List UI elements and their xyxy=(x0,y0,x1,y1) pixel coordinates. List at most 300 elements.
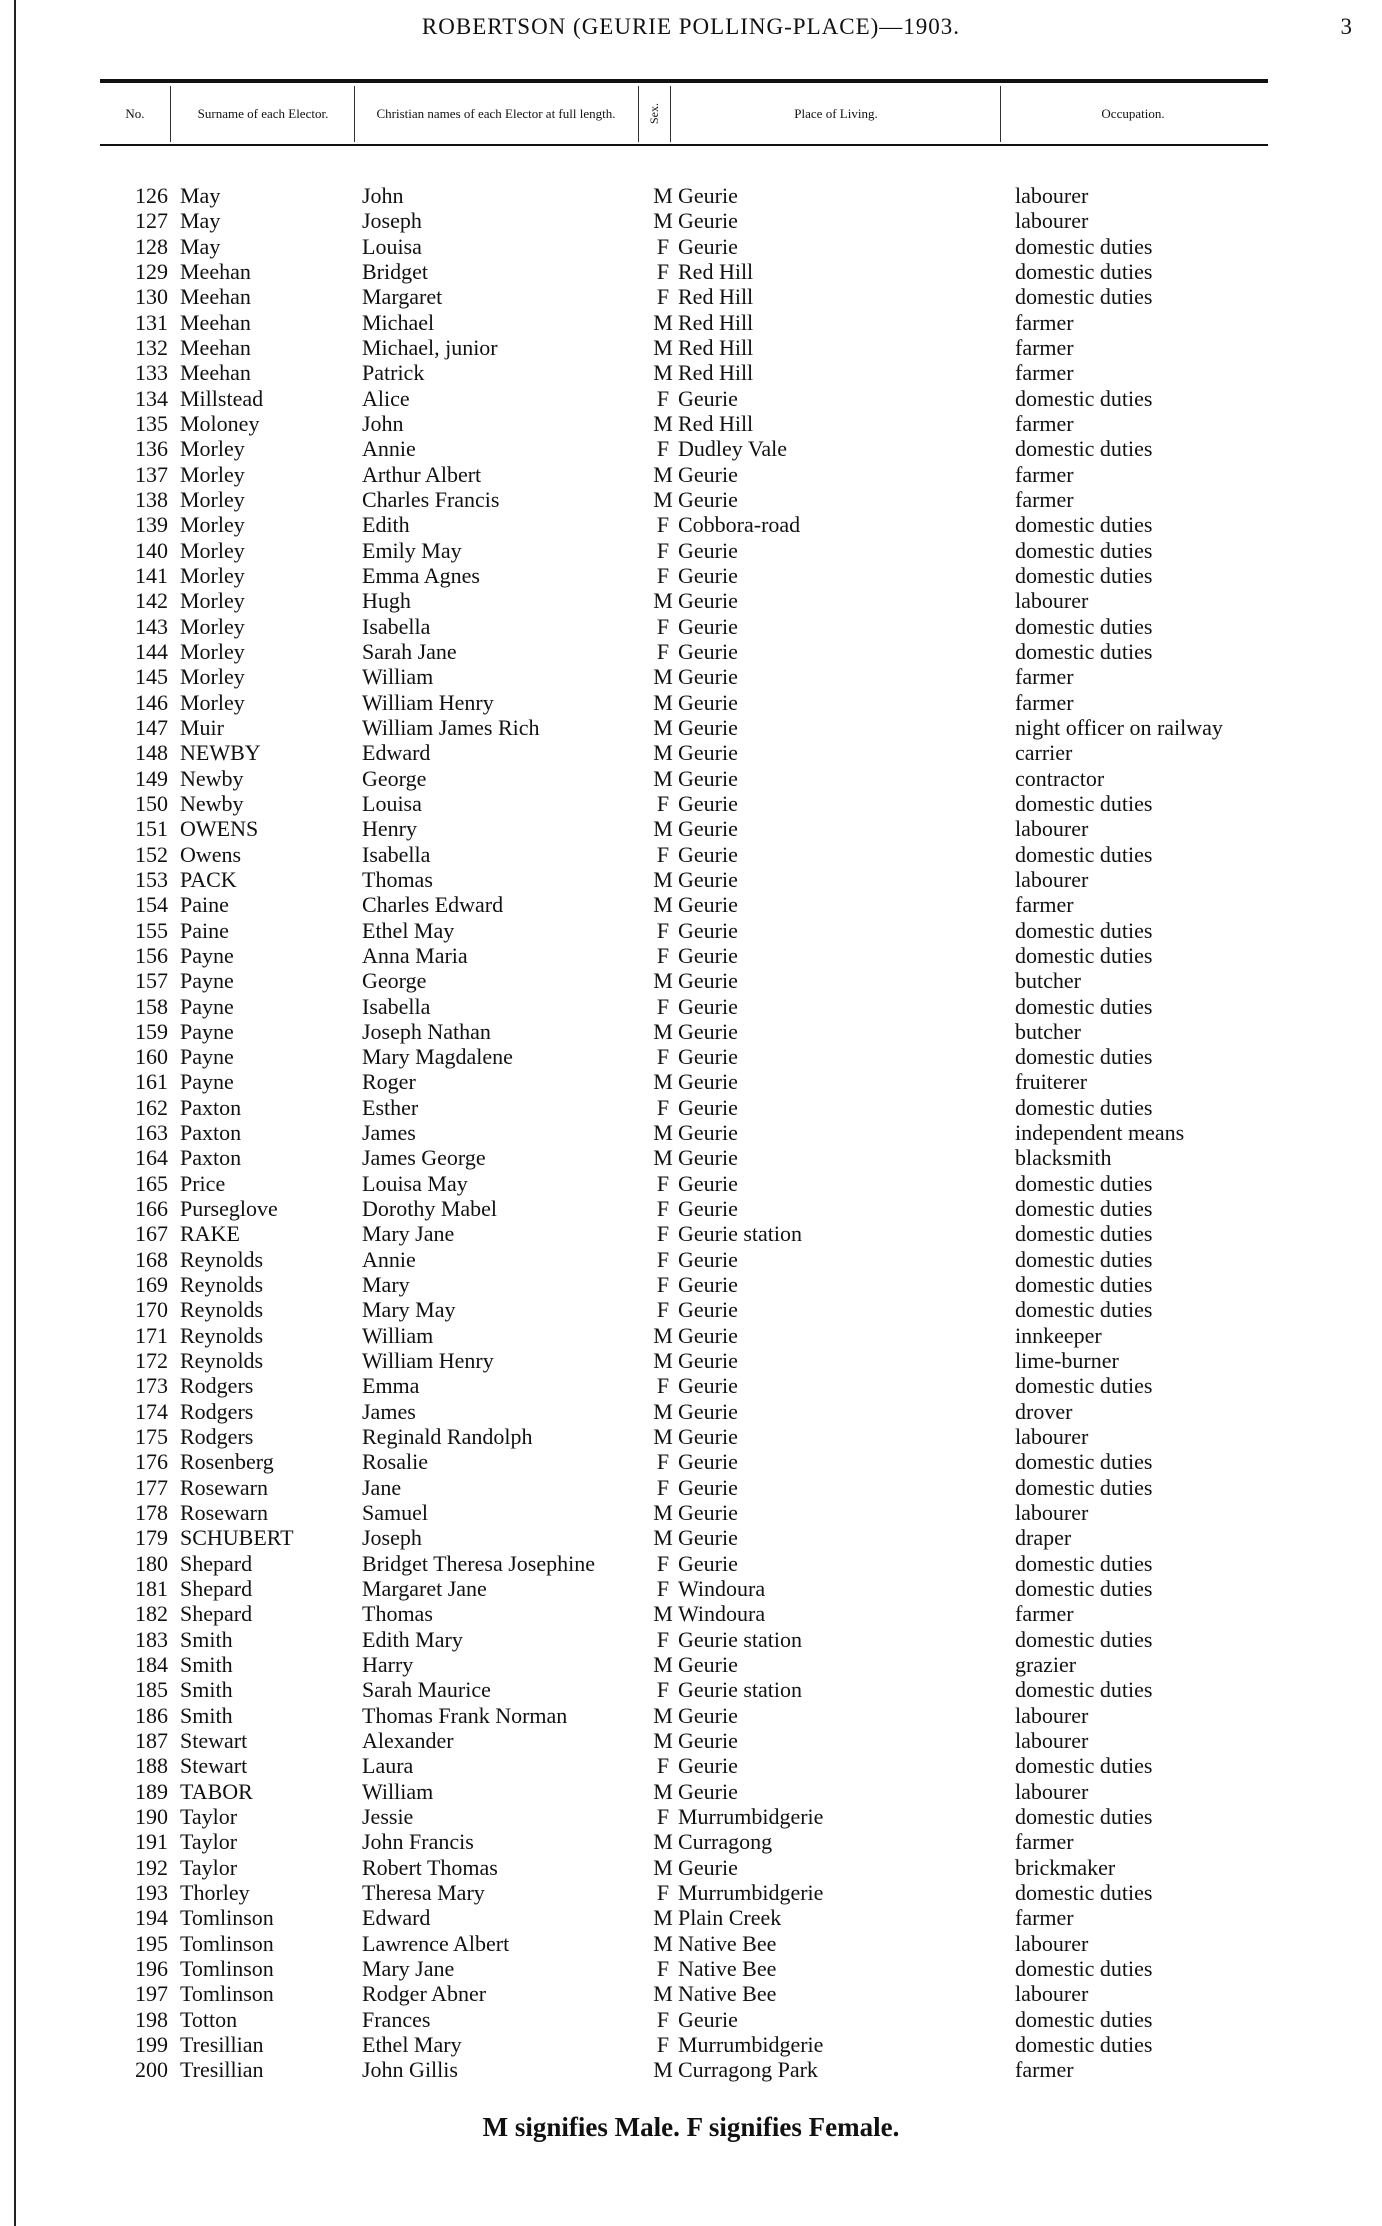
elector-place: Murrumbidgerie xyxy=(678,1879,824,1905)
elector-number: 167 xyxy=(135,1221,168,1247)
elector-sex: M xyxy=(653,740,673,766)
elector-number: 137 xyxy=(135,461,168,487)
elector-occupation: innkeeper xyxy=(1015,1322,1102,1348)
elector-surname: May xyxy=(180,183,221,208)
elector-sex: M xyxy=(653,765,673,791)
elector-christian-names: Alexander xyxy=(362,1728,454,1754)
elector-place: Geurie xyxy=(678,841,738,867)
elector-occupation: labourer xyxy=(1015,1930,1089,1956)
elector-occupation: domestic duties xyxy=(1015,1677,1153,1703)
elector-place: Geurie xyxy=(678,1550,738,1576)
elector-christian-names: Roger xyxy=(362,1069,416,1095)
elector-sex: M xyxy=(653,1145,673,1171)
elector-sex: F xyxy=(656,1044,670,1070)
elector-christian-names: Isabella xyxy=(362,841,431,867)
elector-place: Dudley Vale xyxy=(678,436,787,462)
table-row xyxy=(0,1399,1382,1424)
elector-christian-names: Emma Agnes xyxy=(362,562,480,588)
elector-number: 166 xyxy=(135,1196,168,1222)
elector-christian-names: Reginald Randolph xyxy=(362,1424,533,1450)
elector-surname: Morley xyxy=(180,486,245,512)
elector-surname: Rodgers xyxy=(180,1373,254,1399)
table-row xyxy=(0,1323,1382,1348)
elector-surname: Reynolds xyxy=(180,1322,264,1348)
elector-place: Geurie xyxy=(678,968,738,994)
elector-surname: RAKE xyxy=(180,1221,240,1247)
elector-occupation: labourer xyxy=(1015,183,1089,208)
elector-number: 153 xyxy=(135,866,168,892)
elector-sex: M xyxy=(653,816,673,842)
elector-place: Curragong Park xyxy=(678,2057,818,2083)
elector-surname: Owens xyxy=(180,841,242,867)
table-row xyxy=(0,2007,1382,2032)
elector-occupation: domestic duties xyxy=(1015,1297,1153,1323)
elector-sex: M xyxy=(653,1424,673,1450)
elector-occupation: domestic duties xyxy=(1015,233,1153,259)
elector-sex: F xyxy=(656,1677,670,1703)
elector-number: 151 xyxy=(135,816,168,842)
elector-number: 163 xyxy=(135,1120,168,1146)
table-row xyxy=(0,1044,1382,1069)
elector-surname: Shepard xyxy=(180,1601,253,1627)
table-row xyxy=(0,284,1382,309)
elector-place: Red Hill xyxy=(678,284,754,310)
table-row xyxy=(0,1449,1382,1474)
elector-surname: Tomlinson xyxy=(180,1905,274,1931)
elector-surname: Meehan xyxy=(180,309,251,335)
elector-christian-names: Margaret xyxy=(362,284,443,310)
elector-number: 127 xyxy=(135,208,168,234)
elector-occupation: domestic duties xyxy=(1015,1879,1153,1905)
elector-number: 160 xyxy=(135,1044,168,1070)
table-row xyxy=(0,766,1382,791)
table-row xyxy=(0,1095,1382,1120)
table-row xyxy=(0,436,1382,461)
elector-christian-names: Annie xyxy=(362,1246,416,1272)
table-row xyxy=(0,918,1382,943)
elector-place: Geurie xyxy=(678,385,738,411)
table-row xyxy=(0,892,1382,917)
elector-christian-names: William Henry xyxy=(362,689,494,715)
elector-sex: F xyxy=(656,1753,670,1779)
table-row xyxy=(0,1981,1382,2006)
elector-number: 199 xyxy=(135,2031,168,2057)
header-divider xyxy=(170,86,171,142)
elector-occupation: farmer xyxy=(1015,892,1074,918)
elector-occupation: domestic duties xyxy=(1015,1246,1153,1272)
elector-christian-names: Ethel Mary xyxy=(362,2031,462,2057)
elector-number: 164 xyxy=(135,1145,168,1171)
table-row xyxy=(0,842,1382,867)
elector-christian-names: Rodger Abner xyxy=(362,1981,487,2007)
elector-occupation: domestic duties xyxy=(1015,284,1153,310)
table-row xyxy=(0,1424,1382,1449)
elector-occupation: fruiterer xyxy=(1015,1069,1088,1095)
elector-surname: Morley xyxy=(180,562,245,588)
table-row xyxy=(0,1728,1382,1753)
elector-surname: Reynolds xyxy=(180,1348,264,1374)
elector-christian-names: John xyxy=(362,410,404,436)
elector-christian-names: Margaret Jane xyxy=(362,1576,487,1602)
elector-christian-names: Michael, junior xyxy=(362,334,498,360)
elector-christian-names: Anna Maria xyxy=(362,942,468,968)
table-row xyxy=(0,1348,1382,1373)
elector-place: Geurie xyxy=(678,1069,738,1095)
table-row xyxy=(0,1069,1382,1094)
elector-number: 158 xyxy=(135,993,168,1019)
elector-place: Geurie xyxy=(678,1500,738,1526)
elector-occupation: drover xyxy=(1015,1398,1073,1424)
elector-christian-names: Harry xyxy=(362,1652,414,1678)
elector-number: 168 xyxy=(135,1246,168,1272)
elector-number: 142 xyxy=(135,588,168,614)
elector-place: Windoura xyxy=(678,1601,766,1627)
elector-surname: Paxton xyxy=(180,1120,242,1146)
elector-occupation: grazier xyxy=(1015,1652,1077,1678)
elector-sex: F xyxy=(656,638,670,664)
elector-sex: F xyxy=(656,1221,670,1247)
elector-number: 172 xyxy=(135,1348,168,1374)
elector-number: 187 xyxy=(135,1728,168,1754)
elector-christian-names: Alice xyxy=(362,385,410,411)
header-sex-cell xyxy=(640,84,668,142)
elector-surname: Morley xyxy=(180,664,245,690)
table-row xyxy=(0,740,1382,765)
elector-surname: Totton xyxy=(180,2006,238,2032)
elector-place: Geurie xyxy=(678,1348,738,1374)
elector-sex: M xyxy=(653,892,673,918)
elector-sex: M xyxy=(653,486,673,512)
table-row xyxy=(0,1601,1382,1626)
elector-christian-names: Thomas xyxy=(362,866,433,892)
elector-surname: Rosewarn xyxy=(180,1500,268,1526)
table-row xyxy=(0,690,1382,715)
page-title: ROBERTSON (GEURIE POLLING-PLACE)—1903. xyxy=(421,14,961,39)
table-row xyxy=(0,1880,1382,1905)
elector-place: Geurie xyxy=(678,1424,738,1450)
elector-sex: F xyxy=(656,1955,670,1981)
elector-number: 139 xyxy=(135,512,168,538)
table-row xyxy=(0,1905,1382,1930)
table-row xyxy=(0,943,1382,968)
elector-surname: Morley xyxy=(180,512,245,538)
elector-surname: Rosewarn xyxy=(180,1474,268,1500)
elector-christian-names: Lawrence Albert xyxy=(362,1930,510,1956)
elector-place: Geurie xyxy=(678,1854,738,1880)
elector-christian-names: Charles Francis xyxy=(362,486,500,512)
elector-sex: F xyxy=(656,258,670,284)
elector-occupation: farmer xyxy=(1015,1601,1074,1627)
elector-number: 157 xyxy=(135,968,168,994)
elector-occupation: domestic duties xyxy=(1015,790,1153,816)
elector-sex: F xyxy=(656,613,670,639)
table-row xyxy=(0,2032,1382,2057)
elector-surname: Morley xyxy=(180,588,245,614)
elector-sex: F xyxy=(656,436,670,462)
elector-surname: Payne xyxy=(180,942,234,968)
elector-number: 144 xyxy=(135,638,168,664)
elector-sex: F xyxy=(656,1550,670,1576)
elector-christian-names: Isabella xyxy=(362,993,431,1019)
elector-occupation: domestic duties xyxy=(1015,537,1153,563)
elector-place: Geurie xyxy=(678,942,738,968)
elector-christian-names: James George xyxy=(362,1145,486,1171)
elector-sex: M xyxy=(653,1778,673,1804)
elector-sex: F xyxy=(656,1170,670,1196)
elector-christian-names: Jane xyxy=(362,1474,402,1500)
elector-sex: F xyxy=(656,385,670,411)
table-row xyxy=(0,1297,1382,1322)
table-row xyxy=(0,1221,1382,1246)
elector-surname: Tomlinson xyxy=(180,1955,274,1981)
elector-surname: Shepard xyxy=(180,1550,253,1576)
elector-place: Geurie xyxy=(678,664,738,690)
elector-place: Geurie xyxy=(678,1196,738,1222)
table-row xyxy=(0,1145,1382,1170)
elector-occupation: labourer xyxy=(1015,816,1089,842)
table-row xyxy=(0,183,1382,208)
elector-occupation: domestic duties xyxy=(1015,1272,1153,1298)
elector-sex: F xyxy=(656,233,670,259)
elector-surname: Reynolds xyxy=(180,1272,264,1298)
elector-christian-names: William James Rich xyxy=(362,714,540,740)
elector-surname: Morley xyxy=(180,689,245,715)
elector-occupation: domestic duties xyxy=(1015,1550,1153,1576)
elector-surname: TABOR xyxy=(180,1778,253,1804)
elector-number: 178 xyxy=(135,1500,168,1526)
elector-place: Geurie xyxy=(678,1373,738,1399)
elector-number: 180 xyxy=(135,1550,168,1576)
elector-sex: M xyxy=(653,1120,673,1146)
elector-sex: M xyxy=(653,461,673,487)
elector-christian-names: Louisa May xyxy=(362,1170,468,1196)
elector-christian-names: Thomas xyxy=(362,1601,433,1627)
elector-occupation: domestic duties xyxy=(1015,436,1153,462)
elector-number: 156 xyxy=(135,942,168,968)
elector-number: 145 xyxy=(135,664,168,690)
header-no: No. xyxy=(125,105,145,121)
elector-number: 132 xyxy=(135,334,168,360)
elector-number: 165 xyxy=(135,1170,168,1196)
elector-christian-names: Mary Magdalene xyxy=(362,1044,513,1070)
elector-number: 150 xyxy=(135,790,168,816)
elector-christian-names: Louisa xyxy=(362,233,422,259)
elector-place: Geurie xyxy=(678,1094,738,1120)
elector-surname: Tresillian xyxy=(180,2031,264,2057)
table-row xyxy=(0,1956,1382,1981)
elector-surname: Payne xyxy=(180,1069,234,1095)
elector-place: Murrumbidgerie xyxy=(678,1804,824,1829)
elector-number: 200 xyxy=(135,2057,168,2083)
table-row xyxy=(0,259,1382,284)
elector-number: 134 xyxy=(135,385,168,411)
elector-christian-names: Patrick xyxy=(362,360,425,386)
elector-number: 196 xyxy=(135,1955,168,1981)
elector-number: 169 xyxy=(135,1272,168,1298)
elector-sex: F xyxy=(656,1626,670,1652)
elector-occupation: domestic duties xyxy=(1015,1373,1153,1399)
table-row xyxy=(0,1753,1382,1778)
elector-occupation: farmer xyxy=(1015,486,1074,512)
elector-occupation: blacksmith xyxy=(1015,1145,1112,1171)
header-surname: Surname of each Elector. xyxy=(197,105,329,121)
elector-place: Geurie station xyxy=(678,1626,803,1652)
elector-sex: M xyxy=(653,968,673,994)
elector-number: 148 xyxy=(135,740,168,766)
elector-number: 189 xyxy=(135,1778,168,1804)
elector-number: 183 xyxy=(135,1626,168,1652)
elector-sex: M xyxy=(653,183,673,208)
table-row xyxy=(0,1525,1382,1550)
elector-christian-names: Annie xyxy=(362,436,416,462)
elector-number: 195 xyxy=(135,1930,168,1956)
elector-christian-names: Michael xyxy=(362,309,435,335)
table-row xyxy=(0,1703,1382,1728)
elector-christian-names: William xyxy=(362,1322,434,1348)
elector-place: Cobbora-road xyxy=(678,512,801,538)
elector-surname: Reynolds xyxy=(180,1246,264,1272)
elector-christian-names: Mary Jane xyxy=(362,1955,455,1981)
elector-place: Geurie xyxy=(678,613,738,639)
elector-surname: Smith xyxy=(180,1677,233,1703)
elector-christian-names: Edward xyxy=(362,740,431,766)
header-divider xyxy=(1000,86,1001,142)
elector-surname: Rodgers xyxy=(180,1424,254,1450)
elector-place: Geurie xyxy=(678,486,738,512)
elector-place: Red Hill xyxy=(678,258,754,284)
table-row xyxy=(0,994,1382,1019)
elector-place: Plain Creek xyxy=(678,1905,782,1931)
table-row xyxy=(0,1855,1382,1880)
elector-place: Geurie xyxy=(678,1778,738,1804)
elector-number: 128 xyxy=(135,233,168,259)
elector-number: 186 xyxy=(135,1702,168,1728)
elector-occupation: farmer xyxy=(1015,410,1074,436)
elector-place: Geurie xyxy=(678,233,738,259)
elector-sex: F xyxy=(656,942,670,968)
elector-place: Geurie xyxy=(678,1246,738,1272)
table-row xyxy=(0,715,1382,740)
elector-number: 197 xyxy=(135,1981,168,2007)
table-row xyxy=(0,208,1382,233)
elector-sex: F xyxy=(656,790,670,816)
elector-place: Geurie xyxy=(678,461,738,487)
elector-place: Geurie xyxy=(678,816,738,842)
elector-christian-names: John Gillis xyxy=(362,2057,458,2083)
elector-number: 192 xyxy=(135,1854,168,1880)
elector-number: 170 xyxy=(135,1297,168,1323)
table-row xyxy=(0,1019,1382,1044)
elector-occupation: farmer xyxy=(1015,1829,1074,1855)
elector-sex: F xyxy=(656,512,670,538)
elector-surname: Taylor xyxy=(180,1804,238,1829)
elector-occupation: labourer xyxy=(1015,588,1089,614)
table-row xyxy=(0,411,1382,436)
elector-christian-names: Frances xyxy=(362,2006,431,2032)
elector-occupation: farmer xyxy=(1015,664,1074,690)
elector-occupation: labourer xyxy=(1015,208,1089,234)
elector-surname: Moloney xyxy=(180,410,260,436)
header-top-rule xyxy=(100,79,1268,83)
elector-sex: F xyxy=(656,1373,670,1399)
elector-occupation: independent means xyxy=(1015,1120,1185,1146)
elector-christian-names: Sarah Maurice xyxy=(362,1677,491,1703)
elector-christian-names: George xyxy=(362,765,427,791)
elector-christian-names: Ethel May xyxy=(362,917,455,943)
elector-place: Geurie xyxy=(678,183,738,208)
elector-sex: M xyxy=(653,1398,673,1424)
elector-christian-names: Dorothy Mabel xyxy=(362,1196,498,1222)
elector-occupation: labourer xyxy=(1015,1424,1089,1450)
table-row xyxy=(0,1171,1382,1196)
elector-sex: M xyxy=(653,1652,673,1678)
elector-christian-names: George xyxy=(362,968,427,994)
elector-surname: Reynolds xyxy=(180,1297,264,1323)
elector-surname: Rodgers xyxy=(180,1398,254,1424)
table-row xyxy=(0,1475,1382,1500)
elector-place: Native Bee xyxy=(678,1981,777,2007)
elector-number: 149 xyxy=(135,765,168,791)
elector-surname: Meehan xyxy=(180,334,251,360)
elector-surname: Paxton xyxy=(180,1094,242,1120)
elector-sex: M xyxy=(653,1829,673,1855)
header-divider xyxy=(670,86,671,142)
table-row xyxy=(0,1652,1382,1677)
elector-sex: F xyxy=(656,1272,670,1298)
elector-surname: Stewart xyxy=(180,1728,248,1754)
elector-occupation: domestic duties xyxy=(1015,385,1153,411)
table-row xyxy=(0,487,1382,512)
elector-number: 162 xyxy=(135,1094,168,1120)
elector-number: 179 xyxy=(135,1525,168,1551)
elector-number: 143 xyxy=(135,613,168,639)
elector-place: Geurie xyxy=(678,1525,738,1551)
elector-place: Geurie xyxy=(678,1449,738,1475)
elector-place: Red Hill xyxy=(678,309,754,335)
elector-number: 136 xyxy=(135,436,168,462)
table-row xyxy=(0,1247,1382,1272)
table-row xyxy=(0,1677,1382,1702)
elector-christian-names: Rosalie xyxy=(362,1449,428,1475)
elector-occupation: domestic duties xyxy=(1015,1449,1153,1475)
elector-occupation: farmer xyxy=(1015,689,1074,715)
elector-occupation: domestic duties xyxy=(1015,1955,1153,1981)
elector-number: 155 xyxy=(135,917,168,943)
elector-occupation: domestic duties xyxy=(1015,841,1153,867)
elector-surname: Thorley xyxy=(180,1879,250,1905)
page-number: 3 xyxy=(1340,14,1352,39)
elector-occupation: domestic duties xyxy=(1015,1576,1153,1602)
elector-place: Red Hill xyxy=(678,360,754,386)
elector-christian-names: Emily May xyxy=(362,537,462,563)
elector-occupation: domestic duties xyxy=(1015,562,1153,588)
elector-place: Geurie xyxy=(678,765,738,791)
elector-number: 174 xyxy=(135,1398,168,1424)
table-row xyxy=(0,462,1382,487)
elector-surname: Paine xyxy=(180,917,229,943)
elector-place: Geurie xyxy=(678,1474,738,1500)
table-row xyxy=(0,234,1382,259)
elector-number: 152 xyxy=(135,841,168,867)
elector-surname: Morley xyxy=(180,613,245,639)
elector-christian-names: James xyxy=(362,1120,416,1146)
elector-occupation: domestic duties xyxy=(1015,1170,1153,1196)
elector-christian-names: Thomas Frank Norman xyxy=(362,1702,568,1728)
elector-place: Geurie xyxy=(678,993,738,1019)
table-row xyxy=(0,867,1382,892)
elector-place: Geurie xyxy=(678,1702,738,1728)
elector-sex: F xyxy=(656,1474,670,1500)
